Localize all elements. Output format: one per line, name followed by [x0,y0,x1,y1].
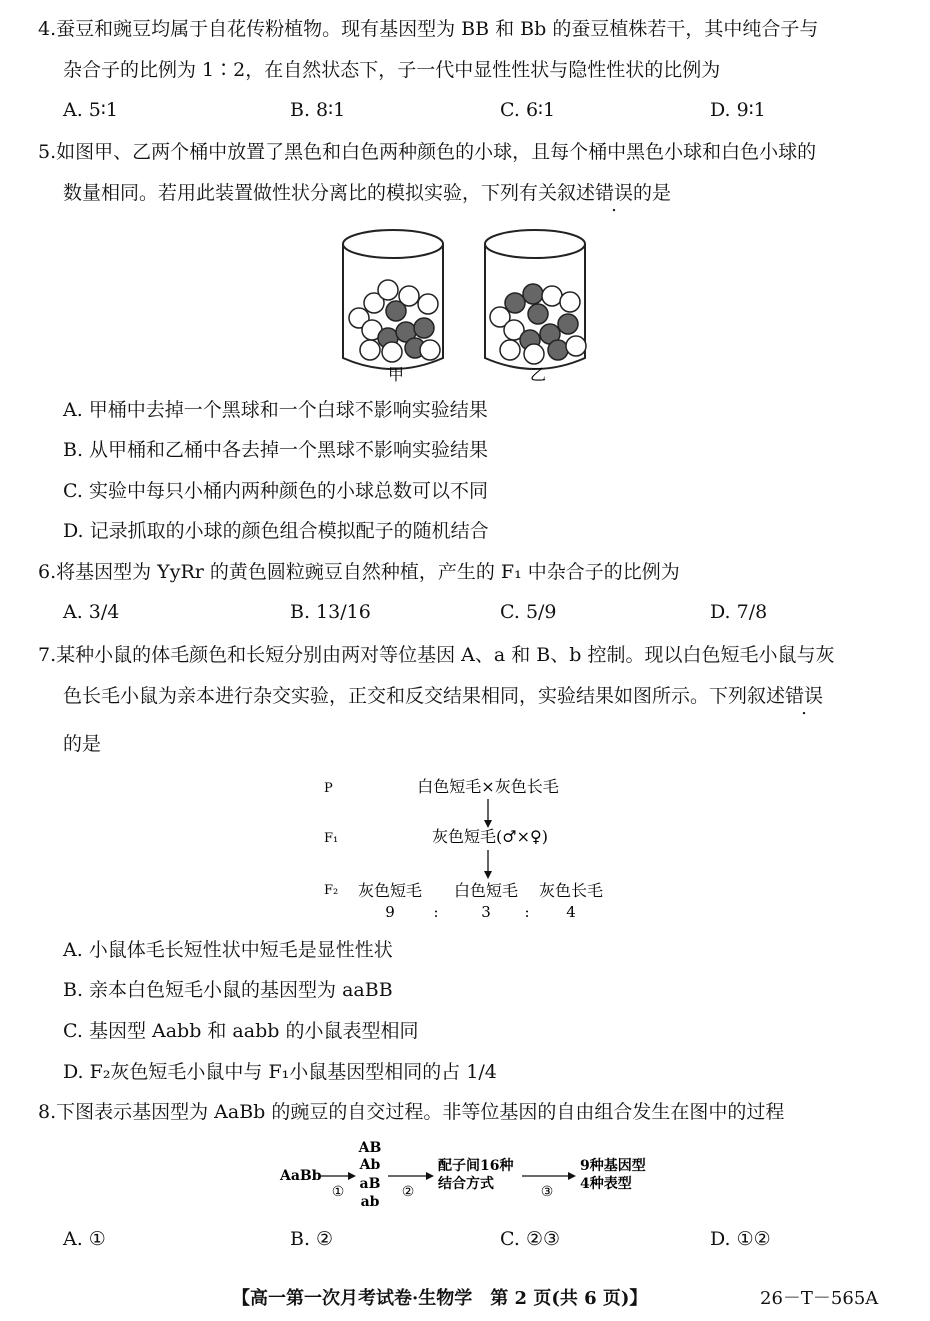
q4-stem-line1: 4.蚕豆和豌豆均属于自花传粉植物。现有基因型为 BB 和 Bb 的蚕豆植株若干，其中纯合子与 [38,18,819,40]
parent-genotype: AaBb [280,1168,322,1184]
q8-option-d: D. ①② [710,1228,771,1250]
q6-stem: 6.将基因型为 YyRr 的黄色圆粒豌豆自然种植，产生的 F₁ 中杂合子的比例为 [38,561,680,583]
balls-jia [349,280,440,362]
q5-option-d: D. 记录抓取的小球的颜色组合模拟配子的随机结合 [63,520,489,542]
gamete-ab-3: aB [359,1176,381,1192]
gamete-combination-line1: 配子间16种 [438,1158,514,1174]
q5-option-b: B. 从甲桶和乙桶中各去掉一个黑球不影响实验结果 [63,439,489,461]
q7-option-a: A. 小鼠体毛长短性状中短毛是显性性状 [63,939,393,961]
gamete-ab-4: ab [360,1194,380,1210]
q4-option-b: B. 8∶1 [290,99,346,121]
footer-code: 26－T－565A [760,1288,879,1309]
step-1-marker: ① [331,1184,345,1200]
f2-ratio-c: 4 [566,903,576,921]
q6-option-b: B. 13/16 [290,601,371,623]
q7-option-d: D. F₂灰色短毛小鼠中与 F₁小鼠基因型相同的占 1/4 [63,1061,497,1083]
q7-option-c: C. 基因型 Aabb 和 aabb 的小鼠表型相同 [63,1020,419,1042]
q4-stem-line2: 杂合子的比例为 1∶2，在自然状态下，子一代中显性性状与隐性性状的比例为 [63,59,721,81]
f2-ratio-colon-2: : [524,903,530,921]
q4-option-c: C. 6∶1 [500,99,556,121]
q7-stem-line1: 7.某种小鼠的体毛颜色和长短分别由两对等位基因 A、a 和 B、b 控制。现以白色短毛小鼠与灰 [38,644,835,666]
q5-emphasis: 错误 [595,182,634,204]
f2-ratio-b: 3 [481,903,491,921]
q6-option-d: D. 7/8 [710,601,768,623]
result-phenotypes: 4种表型 [580,1176,632,1192]
footer-title: 【高一第一次月考试卷·生物学 第 2 页(共 6 页)】 [232,1288,648,1309]
bucket-jia-label: 甲 [388,365,405,384]
selfing-diagram [278,1136,658,1214]
q7-stem-line3: 的是 [63,733,102,755]
step-3-marker: ③ [540,1184,554,1200]
q7-stem-line2: 色长毛小鼠为亲本进行杂交实验，正交和反交结果相同，实验结果如图所示。下列叙述错误 [63,685,824,707]
q4-option-d: D. 9∶1 [710,99,766,121]
q6-option-a: A. 3/4 [63,601,120,623]
gen-f2-label: F₂ [324,883,339,898]
balls-yi [490,284,586,364]
result-genotypes: 9种基因型 [580,1158,646,1174]
f2-ratio-a: 9 [385,903,395,921]
cross-parents: 白色短毛×灰色长毛 [417,777,559,796]
q5-stem-line2: 数量相同。若用此装置做性状分离比的模拟实验，下列有关叙述错误的是 [63,182,672,204]
q8-option-b: B. ② [290,1228,334,1250]
q6-option-c: C. 5/9 [500,601,557,623]
f1-phenotype: 灰色短毛(♂×♀) [432,827,548,846]
bucket-figure [330,220,600,390]
step-2-marker: ② [401,1184,415,1200]
q5-option-a: A. 甲桶中去掉一个黑球和一个白球不影响实验结果 [63,399,488,421]
cross-diagram [318,772,618,922]
q7-option-b: B. 亲本白色短毛小鼠的基因型为 aaBB [63,979,393,1001]
f2-phenotype-b: 白色短毛 [453,881,519,900]
f2-phenotype-a: 灰色短毛 [357,881,423,900]
q5-option-c: C. 实验中每只小桶内两种颜色的小球总数可以不同 [63,480,488,502]
q7-emphasis: 错误 [785,685,824,707]
gamete-ab-2: Ab [359,1157,381,1173]
q8-option-c: C. ②③ [500,1228,561,1250]
gen-f1-label: F₁ [324,831,339,846]
q4-option-a: A. 5∶1 [63,99,118,121]
gen-p-label: P [324,781,333,796]
f2-phenotype-c: 灰色长毛 [538,881,604,900]
f2-ratio-colon-1: : [433,903,439,921]
bucket-yi-label: 乙 [530,365,547,384]
gamete-combination-line2: 结合方式 [438,1176,494,1192]
q8-option-a: A. ① [63,1228,106,1250]
q8-stem: 8.下图表示基因型为 AaBb 的豌豆的自交过程。非等位基因的自由组合发生在图中的过程 [38,1101,785,1123]
gamete-ab-1: AB [358,1140,382,1156]
q5-stem-line1: 5.如图甲、乙两个桶中放置了黑色和白色两种颜色的小球，且每个桶中黑色小球和白色小球的 [38,141,817,163]
